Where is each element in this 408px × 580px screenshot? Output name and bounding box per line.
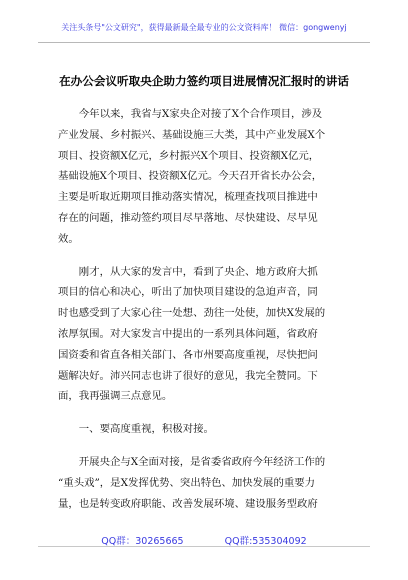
paragraph-feedback xyxy=(58,262,350,408)
text-line: “重头戏”，是X发挥优势、突出特色、加快发展的重要力 xyxy=(58,476,316,489)
paragraph-section-one xyxy=(58,452,350,514)
text-line: 主要是听取近期项目推动落实情况，梳理查找项目推进中 xyxy=(58,191,318,204)
text-line: 量，也是转变政府职能、改善发展环境、建设服务型政府 xyxy=(58,497,318,510)
paragraph-intro xyxy=(58,104,350,250)
header-divider xyxy=(38,42,370,43)
text-line: 项目、投资额X亿元，乡村振兴X个项目、投资额X亿元， xyxy=(58,149,320,162)
footer-contacts xyxy=(0,533,408,547)
footer-divider xyxy=(38,546,370,547)
text-line: 开展央企与X全面对接，是省委省政府今年经济工作的 xyxy=(78,455,326,468)
text-line: 题解决好。沛兴同志也讲了很好的意见，我完全赞同。下 xyxy=(58,369,318,382)
text-line: 效。 xyxy=(58,232,79,245)
text-line: 项目的信心和决心，听出了加快项目建设的急迫声音，同 xyxy=(58,286,318,299)
text-line: 时也感受到了大家心往一处想、劲往一处使，加快X发展的 xyxy=(58,307,326,320)
header-banner: 关注头条号"公文研究"，获得最新最全最专业的公文资料库！ 微信：gongwenyj xyxy=(61,23,347,32)
text-line: 刚才，从大家的发言中，看到了央企、地方政府大抓 xyxy=(78,265,318,278)
footer-qq-group-2: QQ群:535304092 xyxy=(224,536,307,547)
text-line: 今年以来，我省与X家央企对接了X个合作项目，涉及 xyxy=(78,108,323,120)
text-line: 一、要高度重视，积极对接。 xyxy=(78,423,214,436)
document-body xyxy=(58,104,350,526)
text-line: 存在的问题，推动签约项目尽早落地、尽快建设、尽早见 xyxy=(58,211,318,224)
footer-qq-group-1: QQ群：30265665 xyxy=(101,536,184,547)
document-title: 在办公会议听取央企助力签约项目进展情况汇报时的讲话 xyxy=(59,74,349,88)
text-line: 基础设施X个项目、投资额X亿元。今天召开省长办公会， xyxy=(58,170,323,183)
text-line: 面，我再强调三点意见。 xyxy=(58,390,173,403)
text-line: 国资委和省直各相关部门、各市州要高度重视，尽快把问 xyxy=(58,348,318,361)
text-line: 浓厚氛围。对大家发言中提出的一系列具体问题，省政府 xyxy=(58,327,318,340)
text-line: 产业发展、乡村振兴、基础设施三大类，其中产业发展X个 xyxy=(58,128,326,141)
section-heading xyxy=(58,419,350,440)
